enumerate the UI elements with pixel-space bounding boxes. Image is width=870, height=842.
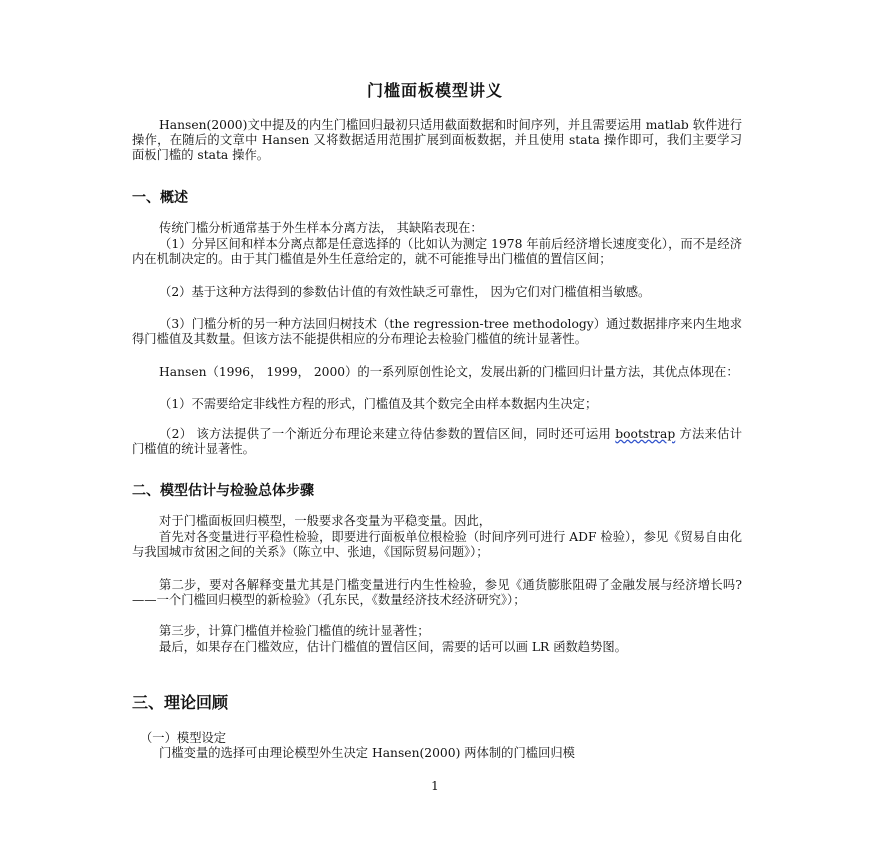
section-3-paragraph-1: 门槛变量的选择可由理论模型外生决定 Hansen(2000) 两体制的门槛回归模	[159, 746, 575, 760]
section-1-paragraph-7	[132, 427, 742, 457]
intro-paragraph: Hansen(2000)文中提及的内生门槛回归最初只适用截面数据和时间序列，并且需要运用 matlab 软件进行操作，在随后的文章中 Hansen 又将数据适用范围扩展到面板数据，并且使用 stata 操作即可，我们主要学习面板门槛的 stata 操作。	[132, 118, 742, 163]
section-1-paragraph-6: （1）不需要给定非线性方程的形式，门槛值及其个数完全由样本数据内生决定；	[159, 397, 598, 411]
section-2-paragraph-5: 最后，如果存在门槛效应，估计门槛值的置信区间，需要的话可以画 LR 函数趋势图。	[159, 640, 627, 654]
section-1-paragraph-2: （1）分异区间和样本分离点都是任意选择的（比如认为测定 1978 年前后经济增长速度变化），而不是经济内在机制决定的。由于其门槛值是外生任意给定的，就不可能推导出门槛值的置信区间；	[132, 237, 742, 267]
paragraph-7-text-b: 方法来估计门槛值的统计显著性。	[132, 427, 742, 457]
section-1-heading: 一、概述	[132, 190, 188, 206]
paragraph-7-text-a: （2） 该方法提供了一个渐近分布理论来建立待估参数的置信区间，同时还可运用	[159, 427, 616, 441]
section-2-paragraph-2: 首先对各变量进行平稳性检验，即要进行面板单位根检验（时间序列可进行 ADF 检验），参见《贸易自由化与我国城市贫困之间的关系》（陈立中、张迪，《国际贸易问题》）；	[132, 530, 742, 560]
section-2-paragraph-1: 对于门槛面板回归模型，一般要求各变量为平稳变量。因此，	[159, 514, 492, 528]
page-number: 1	[431, 779, 439, 793]
section-1-paragraph-3: （2）基于这种方法得到的参数估计值的有效性缺乏可靠性， 因为它们对门槛值相当敏感。	[159, 285, 651, 299]
document-title: 门槛面板模型讲义	[366, 81, 503, 100]
section-1-paragraph-4: （3）门槛分析的另一种方法回归树技术（the regression-tree methodology）通过数据排序来内生地求得门槛值及其数量。但该方法不能提供相应的分布理论去检验门槛值的统计显著性。	[132, 317, 742, 347]
bootstrap-term: bootstrap	[615, 427, 676, 441]
section-1-paragraph-1: 传统门槛分析通常基于外生样本分离方法， 其缺陷表现在：	[159, 221, 483, 235]
section-2-paragraph-4: 第三步，计算门槛值并检验门槛值的统计显著性；	[159, 624, 430, 638]
section-2-heading: 二、模型估计与检验总体步骤	[132, 483, 314, 499]
section-3-subheading: （一）模型设定	[140, 731, 227, 745]
section-3-heading: 三、理论回顾	[132, 693, 229, 712]
section-2-paragraph-3: 第二步，要对各解释变量尤其是门槛变量进行内生性检验，参见《通货膨胀阻碍了金融发展与经济增长吗?——一个门槛回归模型的新检验》（孔东民，《数量经济技术经济研究》）；	[132, 578, 742, 608]
section-1-paragraph-5: Hansen（1996， 1999， 2000）的一系列原创性论文，发展出新的门槛回归计量方法，其优点体现在：	[159, 365, 739, 379]
